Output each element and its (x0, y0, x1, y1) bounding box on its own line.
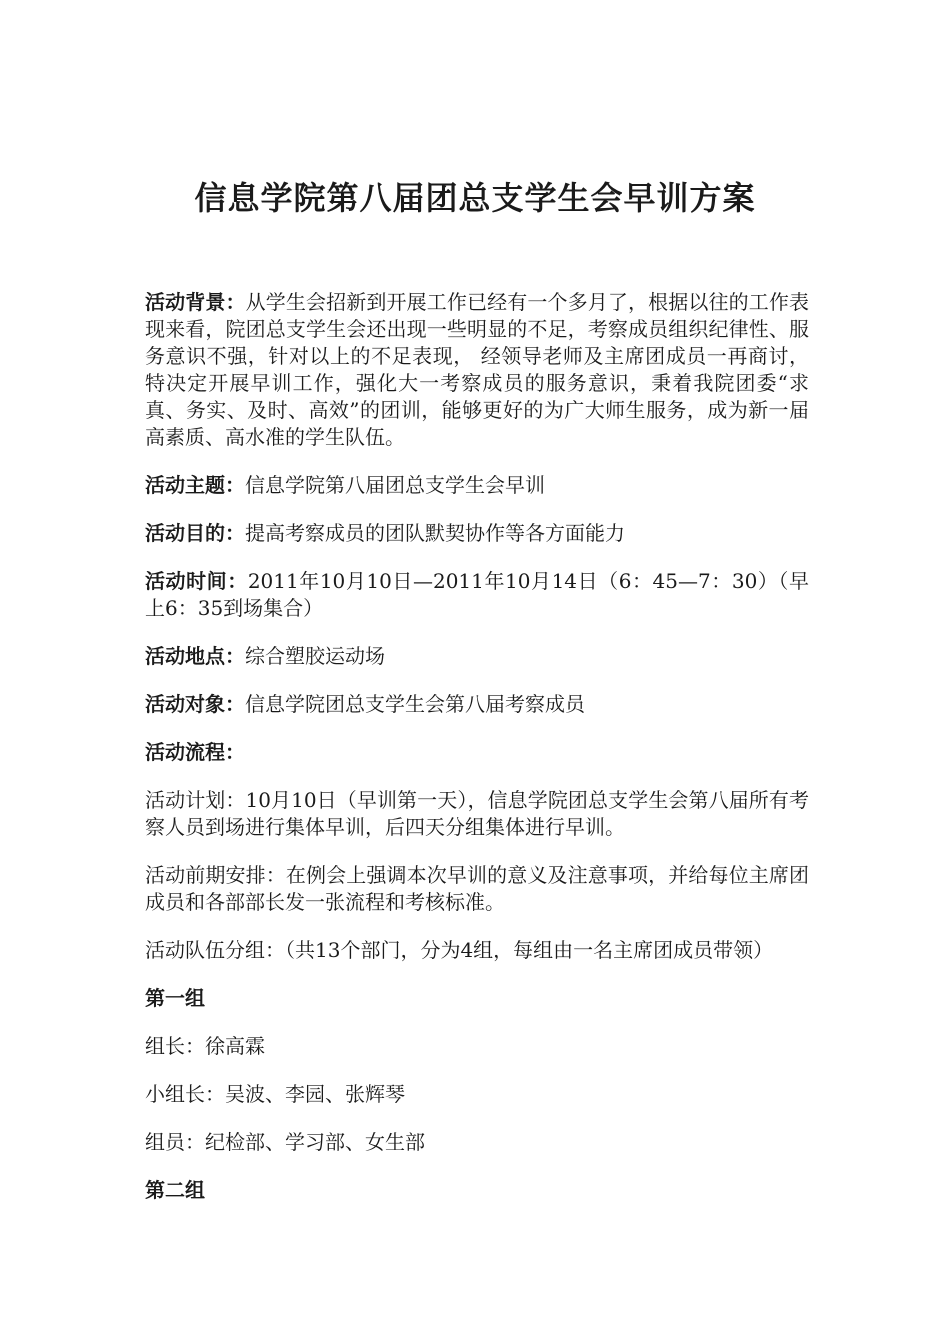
time-label: 活动时间： (145, 569, 248, 593)
location-label: 活动地点： (145, 644, 245, 668)
theme-label: 活动主题： (145, 473, 245, 497)
group1-heading: 第一组 (145, 986, 205, 1010)
theme-text: 信息学院第八届团总支学生会早训 (245, 473, 545, 497)
prep-paragraph: 活动前期安排：在例会上强调本次早训的意义及注意事项，并给每位主席团成员和各部部长发一张流程和考核标准。 (145, 863, 809, 914)
audience-paragraph (145, 691, 809, 718)
location-paragraph (145, 643, 809, 670)
purpose-text: 提高考察成员的团队默契协作等各方面能力 (245, 521, 625, 545)
location-text: 综合塑胶运动场 (245, 644, 385, 668)
background-text: 从学生会招新到开展工作已经有一个多月了，根据以往的工作表现来看，院团总支学生会还出现一些明显的不足，考察成员组织纪律性、服务意识不强，针对以上的不足表现， 经领导老师及主席团成员一再商讨，特决定开展早训工作，强化大一考察成员的服务意识，秉着我院团委“求真、务实、及时、高效”的团训，能够更好的为广大师生服务，成为新一届高素质、高水准的学生队伍。 (145, 290, 809, 449)
time-paragraph (145, 568, 809, 622)
theme-paragraph (145, 472, 809, 499)
process-heading: 活动流程： (145, 740, 245, 764)
background-paragraph (145, 289, 809, 451)
audience-text: 信息学院团总支学生会第八届考察成员 (245, 692, 585, 716)
plan-paragraph: 活动计划：10月10日（早训第一天），信息学院团总支学生会第八届所有考察人员到场进行集体早训，后四天分组集体进行早训。 (145, 788, 809, 839)
audience-label: 活动对象： (145, 692, 245, 716)
purpose-paragraph (145, 520, 809, 547)
group1-sub-leaders: 小组长：吴波、李园、张辉琴 (145, 1082, 405, 1106)
group1-members: 组员：纪检部、学习部、女生部 (145, 1130, 425, 1154)
group1-leader: 组长：徐高霖 (145, 1034, 265, 1058)
purpose-label: 活动目的： (145, 521, 245, 545)
grouping-paragraph: 活动队伍分组：（共13个部门，分为4组，每组由一名主席团成员带领） (145, 938, 774, 962)
document-body (145, 289, 809, 1225)
time-text: 2011年10月10日—2011年10月14日（6：45—7：30）（早上6：35到场集合） (145, 569, 809, 620)
group2-heading: 第二组 (145, 1178, 205, 1202)
document-title: 信息学院第八届团总支学生会早训方案 (194, 179, 756, 217)
background-label: 活动背景： (145, 290, 246, 314)
